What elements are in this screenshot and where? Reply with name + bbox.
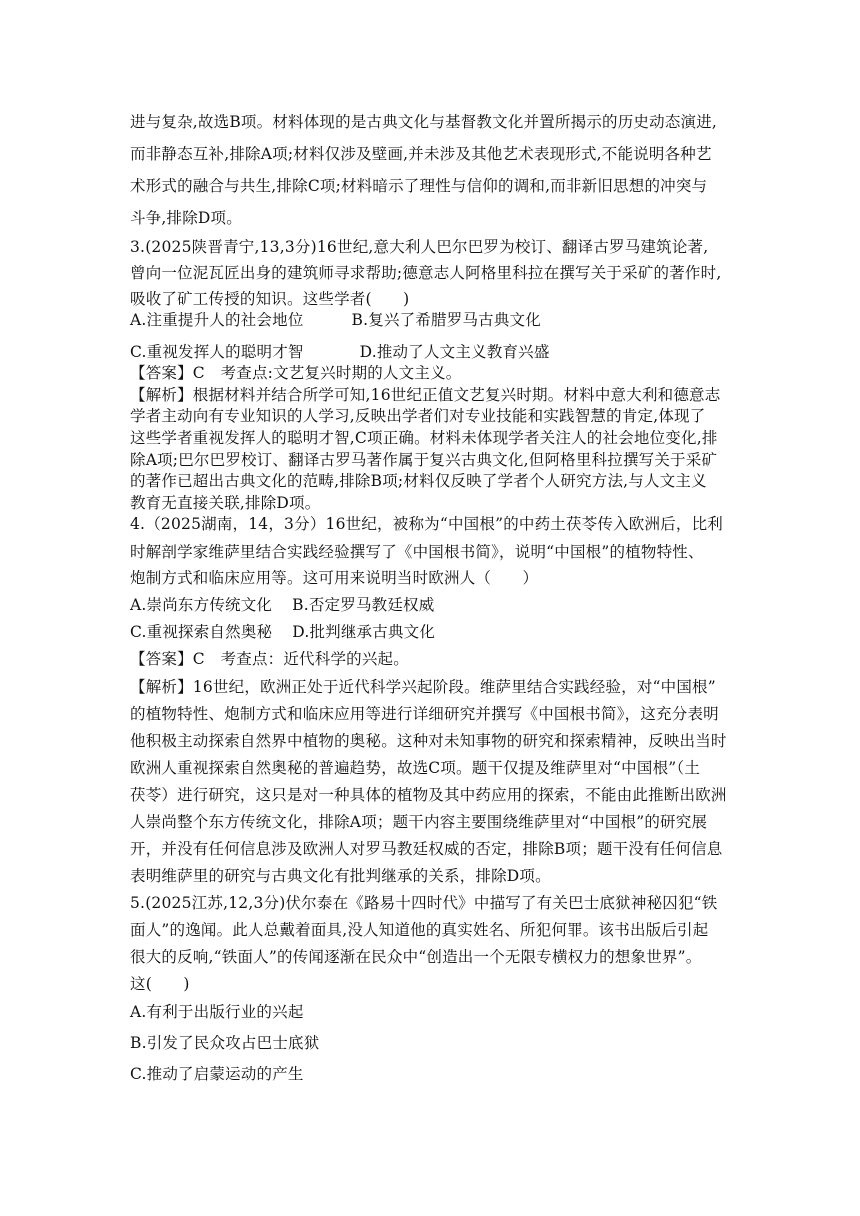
prev-explanation-line: 术形式的融合与共生,排除C项;材料暗示了理性与信仰的调和,而非新旧思想的冲突与 [130,177,708,195]
question-3-analysis-line: 教育无直接关联,排除D项。 [130,494,321,512]
question-4-stem-line: 4.（2025湖南，14，3分）16世纪，被称为“中国根”的中药土茯苓传入欧洲后，比利 [130,515,723,533]
question-5-stem-line: 很大的反响,“铁面人”的传闻逐渐在民众中“创造出一个无限专横权力的想象世界”。 [130,948,702,966]
question-3-analysis-line: 的著作已超出古典文化的范畴,排除B项;材料仅反映了学者个人研究方法,与人文主义 [130,472,707,490]
question-4-analysis-line: 他积极主动探索自然界中植物的奥秘。这种对未知事物的研究和探索精神，反映出当时 [130,732,727,750]
question-4-analysis-line: 茯苓）进行研究，这只是对一种具体的植物及其中药应用的探索，不能由此推断出欧洲 [130,786,727,804]
question-5-option-b: B.引发了民众攻占巴士底狱 [130,1034,320,1052]
question-5-stem-line: 5.(2025江苏,12,3分)伏尔泰在《路易十四时代》中描写了有关巴士底狱神秘囚犯“铁 [130,894,718,912]
question-5-stem-line: 面人”的逸闻。此人总戴着面具,没人知道他的真实姓名、所犯何罪。该书出版后引起 [130,921,709,939]
question-3-option-a: A.注重提升人的社会地位 [130,311,304,329]
question-3-options-row-1 [130,309,750,331]
question-4-stem-line: 炮制方式和临床应用等。这可用来说明当时欧洲人（ ） [130,569,539,587]
question-3-stem-line: 3.(2025陕晋青宁,13,3分)16世纪,意大利人巴尔巴罗为校订、翻译古罗马建筑论著, [130,238,709,256]
prev-explanation-line: 斗争,排除D项。 [130,209,242,227]
question-5-stem-line: 这( ) [130,975,190,993]
question-3-answer: 【答案】C 考查点:文艺复兴时期的人文主义。 [130,364,462,382]
question-4-analysis-line: 的植物特性、炮制方式和临床应用等进行详细研究并撰写《中国根书简》，这充分表明 [130,705,719,723]
question-4-option-d: D.批判继承古典文化 [292,623,436,641]
question-3-option-c: C.重视发挥人的聪明才智 [130,343,304,361]
question-3-analysis-line: 除A项;巴尔巴罗校订、翻译古罗马著作属于复兴古典文化,但阿格里科拉撰写关于采矿 [130,451,718,469]
question-4-analysis-line: 欧洲人重视探索自然奥秘的普遍趋势，故选C项。题干仅提及维萨里对“中国根”（土 [130,759,701,777]
question-4-stem-line: 时解剖学家维萨里结合实践经验撰写了《中国根书简》，说明“中国根”的植物特性、 [130,543,704,561]
question-4-analysis-line: 表明维萨里的研究与古典文化有批判继承的关系，排除D项。 [130,867,551,885]
question-3-options-row-2 [130,341,750,363]
question-5-option-c: C.推动了启蒙运动的产生 [130,1065,304,1083]
question-3-analysis-line: 【解析】根据材料并结合所学可知,16世纪正值文艺复兴时期。材料中意大利和德意志 [130,386,721,404]
question-4-options-row-1 [130,594,750,616]
question-3-stem-line: 吸收了矿工传授的知识。这些学者( ) [130,290,410,308]
question-4-analysis-line: 开，并没有任何信息涉及欧洲人对罗马教廷权威的否定，排除B项；题干没有任何信息 [130,840,723,858]
question-3-analysis-line: 这些学者重视发挥人的聪明才智,C项正确。材料未体现学者关注人的社会地位变化,排 [130,429,718,447]
question-5-option-a: A.有利于出版行业的兴起 [130,1003,304,1021]
question-4-option-b: B.否定罗马教廷权威 [292,596,435,614]
question-4-analysis-line: 【解析】16世纪，欧洲正处于近代科学兴起阶段。维萨里结合实践经验，对“中国根” [130,678,716,696]
question-4-analysis-line: 人崇尚整个东方传统文化，排除A项；题干内容主要围绕维萨里对“中国根”的研究展 [130,813,708,831]
question-4-options-row-2 [130,621,750,643]
question-3-analysis-line: 学者主动向有专业知识的人学习,反映出学者们对专业技能和实践智慧的肯定,体现了 [130,407,706,425]
question-3-option-d: D.推动了人文主义教育兴盛 [359,343,550,361]
prev-explanation-line: 进与复杂,故选B项。材料体现的是古典文化与基督教文化并置所揭示的历史动态演进, [130,113,718,131]
question-3-stem-line: 曾向一位泥瓦匠出身的建筑师寻求帮助;德意志人阿格里科拉在撰写关于采矿的著作时, [130,264,722,282]
prev-explanation-line: 而非静态互补,排除A项;材料仅涉及壁画,并未涉及其他艺术表现形式,不能说明各种艺 [130,145,712,163]
question-4-answer: 【答案】C 考查点：近代科学的兴起。 [130,650,409,668]
question-4-option-a: A.崇尚东方传统文化 [130,596,273,614]
question-4-option-c: C.重视探索自然奥秘 [130,623,273,641]
question-3-option-b: B.复兴了希腊罗马古典文化 [351,311,541,329]
